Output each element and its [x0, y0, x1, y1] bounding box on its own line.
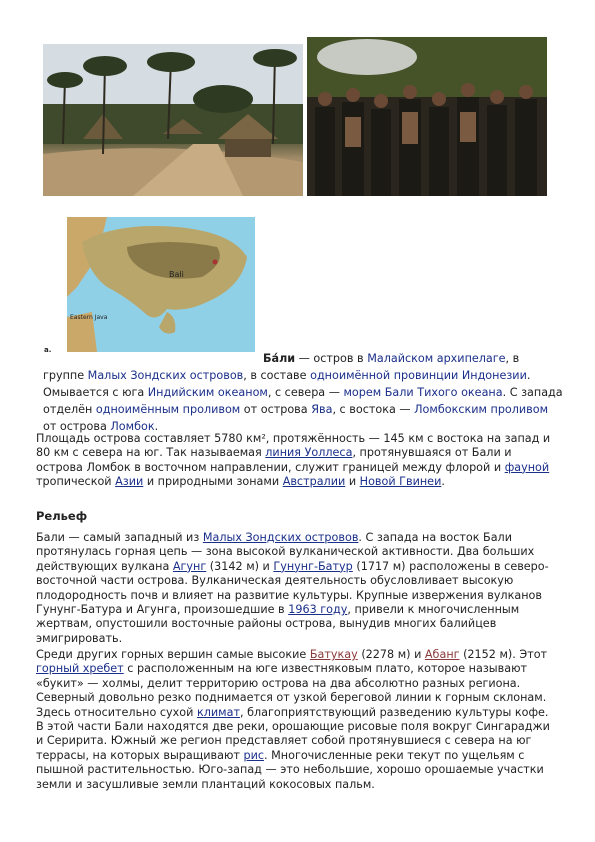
para-text: (3142 м) и	[206, 559, 274, 573]
link-lesser-sunda[interactable]: Малых Зондских островов	[87, 369, 244, 383]
para-text: (1717 м) расположены в северо-восточной части острова. Вулканическая деятельность обусловливает высокую плодородность почв и влияет на развитие культуры. Крупные извержения вулканов Гунунг-Батура и Агунга, произошедшие в	[36, 559, 549, 617]
intro-text: , с севера —	[267, 386, 344, 400]
link-pacific[interactable]: Тихого океана	[417, 386, 503, 400]
intro-text: .	[154, 420, 159, 434]
link-lombok-strait[interactable]: Ломбокским проливом	[414, 403, 549, 417]
para-text: Бали — самый западный из	[36, 531, 203, 544]
link-agung[interactable]: Агунг	[172, 559, 207, 573]
link-abang[interactable]: Абанг	[424, 648, 460, 661]
intro-text: — остров в	[295, 352, 368, 366]
relief-paragraph-1	[36, 531, 554, 646]
link-bali-strait[interactable]: одноимённым проливом	[95, 403, 241, 417]
link-climate[interactable]: климат	[196, 705, 240, 719]
para-text: и природными зонами	[143, 475, 283, 489]
intro-text: , с востока —	[332, 403, 415, 417]
village-photo	[43, 44, 303, 196]
section-heading-relief: Рельеф	[36, 509, 88, 523]
bali-map	[67, 217, 255, 352]
intro-paragraph	[43, 350, 563, 435]
link-indian-ocean[interactable]: Индийским океаном	[147, 386, 268, 400]
link-asia[interactable]: Азии	[115, 475, 144, 489]
link-batur[interactable]: Гунунг-Батур	[273, 559, 353, 573]
para-text: тропической	[36, 475, 116, 489]
intro-text: от острова	[240, 403, 312, 417]
link-lesser-sunda-2[interactable]: Малых Зондских островов	[202, 531, 359, 544]
link-bali-sea[interactable]: морем Бали	[343, 386, 414, 400]
link-fauna[interactable]: фауной	[504, 460, 550, 474]
link-rice[interactable]: рис	[243, 748, 265, 762]
article-title: Ба́ли	[263, 352, 296, 366]
para-text: . Многочисленные реки текут по ущельям с пышной растительностью. Юго-запад — это небольшие, хорошо орошаемые участки земли и засушливые земли плантаций кокосовых пальм.	[36, 748, 544, 791]
link-mountain-range[interactable]: горный хребет	[36, 662, 124, 676]
link-new-guinea[interactable]: Новой Гвинеи	[359, 475, 442, 489]
map-label-bali: Bali	[169, 270, 184, 279]
intro-text: . Омывается с юга	[43, 369, 531, 400]
para-text: Площадь острова составляет 5780 км², протяжённость — 145 км с востока на запад и 80 км с севера на юг. Так называемая	[36, 432, 551, 460]
relief-paragraph-2	[36, 648, 554, 792]
para-text: (2152 м). Этот	[459, 648, 548, 661]
group-illustration	[307, 37, 547, 196]
para-text: , благоприятствующий разведению культуры кофе. В этой части Бали находятся две реки, орошающие рисовые поля вокруг Сингараджи и Серирита. Южный же регион представляет собой протянувшиеся с севера на юг террасы, на которых выращивают	[36, 705, 550, 762]
link-indonesia[interactable]: Индонезии	[461, 369, 527, 383]
link-batukaru[interactable]: Батукау	[309, 648, 358, 661]
link-australia[interactable]: Австралии	[282, 475, 346, 489]
para-text: Среди других горных вершин самые высокие	[36, 648, 310, 661]
para-text: с расположенным на юге известняковым плато, которое называют «букит» — холмы, делит территорию острова на два абсолютно разных региона. Северный довольно резко поднимается от узкой береговой линии к горным склонам. Здесь относительно сухой	[36, 662, 547, 719]
link-lombok[interactable]: Ломбок	[110, 420, 155, 434]
para-text: , привели к многочисленным жертвам, опустошили восточные районы острова, вынудив многих балийцев эмигрировать.	[36, 603, 520, 645]
link-province[interactable]: одноимённой провинции	[310, 369, 459, 383]
para-text: и	[345, 475, 360, 489]
link-malay-archipelago[interactable]: Малайском архипелаге	[367, 352, 506, 366]
map-illustration	[67, 217, 255, 352]
caption-marker: a.	[44, 346, 52, 354]
para-text: .	[441, 475, 445, 489]
link-java[interactable]: Ява	[311, 403, 333, 417]
intro-text: , в составе	[243, 369, 311, 383]
intro-text: , в группе	[43, 352, 520, 383]
para-text: , протянувшаяся от Бали и острова Ломбок в восточном направлении, служит границей между флорой и	[36, 446, 512, 474]
link-wallace-line[interactable]: линия Уоллеса	[265, 446, 353, 460]
intro-text: . С запада отделён	[43, 386, 563, 417]
area-paragraph	[36, 432, 554, 490]
intro-text: от острова	[43, 420, 111, 434]
people-photo	[307, 37, 547, 196]
map-label-west: Eastern Java	[70, 314, 108, 321]
para-text: . С запада на восток Бали протянулась горная цепь — зона высокой вулканической активности. Два больших действующих вулкана	[36, 531, 535, 573]
para-text: (2278 м) и	[357, 648, 425, 661]
village-illustration	[43, 44, 303, 196]
link-1963[interactable]: 1963 году	[288, 603, 348, 617]
